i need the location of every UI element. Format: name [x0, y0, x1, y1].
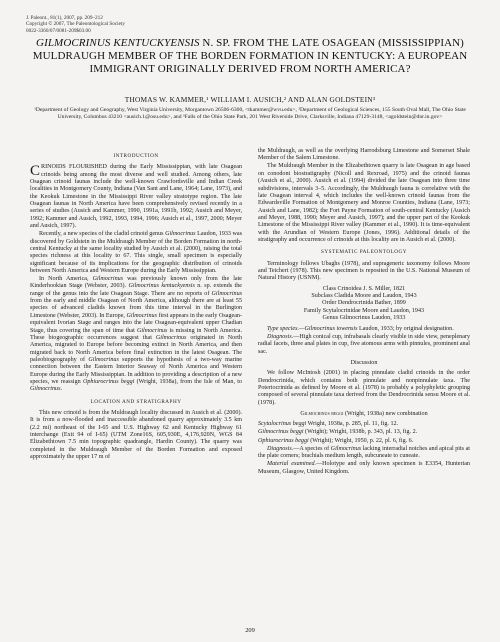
genus-name: Gilmocrinus [330, 445, 362, 452]
genus-name: Gilmocrinus kentuckyensis [128, 283, 195, 290]
genus-name: Gilmocrinus [30, 386, 61, 393]
genus-name: Gilmocrinus [136, 327, 168, 334]
genus-name: Gilmocrinus [126, 312, 157, 319]
label-diagnosis: Diagnosis. [267, 333, 294, 340]
synonym-citation: Wright, 1938a, p. 285, pl. 11, fig. 12. [306, 421, 399, 428]
paragraph-text: is missing in North America. These biogeographic occurrences suggest that [30, 327, 243, 341]
genus-name: Gilmocrinus [92, 276, 124, 283]
paragraph-text: supports the hypothesis of a two-way marine connection between the Eastern Interior Seaway of North America and Western Europe during the Early Mississippian. In addition to providing a description of a new species, we reassign [30, 356, 243, 385]
paragraph-text: originated in North America, migrated to Europe before becoming extinct in North America, and then migrated back to North America before final extinction in the latest Osagean. The paleobiogeography of [30, 334, 242, 363]
paragraph-text: (Wright, 1938a), from the Isle of Man, to [134, 378, 242, 385]
paragraph-text: Laudon, 1933; by original designation. [357, 325, 454, 332]
page-number: 209 [245, 627, 255, 634]
paragraph-diagnosis-species [258, 446, 470, 461]
paragraph-text: n. sp. extends the range of the genus into the late Osagean Stage. There are no reports of [30, 283, 242, 297]
section-heading-systematic: SYSTEMATIC PALEONTOLOGY [320, 249, 407, 256]
left-column [30, 148, 242, 462]
author-affiliations: ¹Department of Geology and Geography, West Virginia University, Morgantown 26506-6300, <tkammer@wvu.edu>, ²Department of Geological Sciences, 155 South Oval Mall, The Ohio State University, Columbus 43210 <ausich.1@osu.edu>, and ³Falls of the Ohio State Park, 201 West Riverside Drive, Clarksville, Indiana 47129-3148, <agoldstein@dnr.in.gov> [34, 107, 466, 120]
paragraph-intro-3 [30, 276, 242, 394]
paragraph-text: —High conical cup, infrabasals clearly visible in side view, peneplenary radial facets, three anal plates in cup, five atomous arms with pinnules, prominent anal sac. [258, 333, 470, 355]
paragraph-stratigraphy: The Muldraugh Member in the Elizabethtown quarry is late Osagean in age based on conodont biostratigraphy (Nicoll and Rexroad, 1975) and the crinoid faunas (Ausich et al., 2000). Ausich et al. (1994) divided the late Osagean into three time subdivisions, intervals 3–5. Accordingly, the Muldraugh fauna is correlative with the late Osagean interval 4, which includes the well-known crinoid faunas from the Edwardsville Formation of Montgomery and Monroe Counties, Indiana (Lane, 1973; Ausich and Lane, 1982); the Fort Payne Formation of south-central Kentucky (Ausich and Meyer, 1988, 1990; Meyer and Ausich, 1997); and the upper part of the Keokuk Limestone of the Mississippi River valley (Kammer et al., 1990). It is time-equivalent with the Arundian of Western Europe (Jones, 1996). Additional details of the stratigraphy and occurrence of crinoids at this locality are in Ausich et al. (2000). [258, 163, 470, 243]
paragraph-text: . [60, 386, 62, 393]
journal-issn: 0022-3360/07/0081-209$03.00 [26, 27, 91, 34]
paragraph-text: RINOIDS FLOURISHED during the Early Mississippian, with late Osagean crinoids being among the most diverse and well studied. Among others, late Osagean crinoid faunas include the well-known Crawfordsville and Indian Creek localities in Montgomery County, Indiana (Van Sant and Lane, 1964; Lane, 1973), and the Keokuk Limestone in the Mississippi River valley stratotype region. The late Osagean faunas in North America have been comprehensively revised recently in a series of studies (Ausich and Kammer, 1990, 1991a, 1991b, 1992; Ausich and Meyer, 1992; Kammer and Ausich, 1992, 1993, 1994, 1996; Ausich et al., 1997, 2000; Meyer and Ausich, 1997). [30, 164, 242, 230]
paragraph-text: was previously known only from the late Kinderhookian Stage (Webster, 2003). [30, 276, 243, 290]
genus-name: Gilmocrinus [155, 334, 187, 341]
taxonomy-hierarchy [258, 286, 470, 323]
drop-cap: C [30, 163, 41, 180]
paragraph-text: lacking interradial notches and apical pits at the plate corners; brachials medium length, subcuneate to cuneate. [258, 445, 470, 460]
combination-text: (Wright, 1938a) new combination [343, 410, 428, 417]
genus-name: Gilmocrinus [165, 231, 196, 238]
synonym-name: Scytalocrinus beggi [258, 421, 307, 428]
species-combination-heading [258, 411, 470, 418]
taxon-genus: Genus Gilmocrinus Laudon, 1933 [322, 315, 406, 322]
label-diagnosis: Diagnosis. [267, 445, 294, 452]
taxon-order: Order Dendrocrinida Bather, 1899 [322, 300, 406, 307]
paragraph-text: Laudon, 1933 was discovered by Goldstein in the Muldraugh Member of the Borden Formation in north-central Kentucky at the same locality studied by Ausich et al. (2000), raising the total species richness at this locality to 67. This single, small specimen is especially significant because of its implications for the geographic distribution of crinoids between North America and Western Europe during the Early Mississippian. [30, 231, 242, 274]
synonym-citation: (Wright); Wright, 1938b, p. 343, pl. 13, fig. 2. [303, 429, 418, 436]
journal-header [26, 15, 266, 34]
paragraph-text: first appears in the early Osagean-equivalent Ivorian Stage and ranges into the late Osagean-equivalent upper Chadian Stage, thus covering the span of time that [30, 312, 242, 334]
paragraph-text: —Holotype and only known specimen is E3354, Hunterian Museum, Glasgow, United Kingdom. [258, 461, 470, 475]
paragraph-discussion: We follow McIntosh (2001) in placing pinnulate cladid crinoids in the order Dendrocrinida, which contains both pinnulate and nonpinnulate taxa. The Poteriocrinida as defined by Moore et al. (1978) is probably a polyphyletic grouping composed of several pinnulate taxa derived from the Dendrocrinida sensu Moore et al. (1978). [258, 370, 470, 406]
title-species-name: GILMOCRINUS KENTUCKYENSIS [36, 37, 200, 49]
paragraph-type-species [258, 326, 470, 333]
paragraph-text: Recently, a new species of the cladid crinoid genus [39, 231, 166, 238]
species-name: Gilmocrinus beggi [300, 410, 344, 417]
synonymy-1 [258, 421, 470, 428]
paragraph-terminology: Terminology follows Ubaghs (1978), and suprageneric taxonomy follows Moore and Teichert (1978). This new specimen is reposited in the U.S. National Museum of Natural History (USNM). [258, 260, 470, 282]
paragraph-location: This new crinoid is from the Muldraugh locality discussed in Ausich et al. (2000). It is from a now-flooded and inaccessible abandoned quarry approximately 3.5 km (2.2 mi) northeast of the I-65 and U.S. Highway 62 and Kentucky Highway 61 interchange (Exit 94 of I-65) (UTM Zone16S, 605,930E, 4,176,920N, WGS 84 Elizabethtown 7.5 min topographic quadrangle, Hardin County). The quarry was completed in the Muldraugh Member of the Borden Formation and exposed approximately the upper 17 m of [30, 409, 242, 460]
paragraph-continued: the Muldraugh, as well as the overlying Harrodsburg Limestone and Somerset Shale Member of the Salem Limestone. [258, 148, 470, 162]
section-heading-location: LOCATION AND STRATIGRAPHY [90, 398, 182, 405]
journal-citation: J. Paleont., 81(1), 2007, pp. 209–212 [26, 15, 103, 21]
taxon-subclass: Subclass Cladida Moore and Laudon, 1943 [311, 293, 417, 300]
taxon-family: Family Scytalocrinidae Moore and Laudon, 1943 [303, 307, 425, 314]
synonymy-3 [258, 438, 470, 445]
paragraph-text: from the early and middle Osagean of North America, although there are at least 55 species of advanced cladids known from this time interval in the Burlington Limestone (Webster, 2003). In Europe, [30, 298, 242, 319]
subheading-discussion: Discussion [350, 359, 378, 366]
paragraph-intro-1 [30, 164, 242, 230]
genus-name: Gilmocrinus [88, 356, 119, 363]
journal-copyright: Copyright © 2007, The Paleontological Society [26, 21, 125, 28]
paragraph-text: —A species of [293, 445, 331, 452]
synonym-name: Gilmocrinus beggi [258, 429, 304, 436]
right-column [258, 148, 470, 477]
author-list: THOMAS W. KAMMER,¹ WILLIAM I. AUSICH,² AND ALAN GOLDSTEIN³ [124, 95, 376, 104]
paragraph-intro-2 [30, 231, 242, 275]
label-material: Material examined. [267, 461, 317, 468]
genus-name: Gilmocrinus [211, 290, 242, 297]
paragraph-text: In North America, [39, 276, 93, 283]
taxon-class: Class Crinoidea J. S. Miller, 1821 [322, 285, 406, 292]
article-title [22, 37, 478, 76]
section-heading-introduction: INTRODUCTION [113, 153, 159, 159]
genus-name: Ophiurocrinus beggi [82, 378, 135, 385]
type-species-name: —Gilmocrinus iowensis [299, 325, 358, 332]
synonym-citation: (Wright); Wright, 1950, p. 22, pl. 6, fig. 6. [308, 437, 414, 444]
synonym-name: Ophiurocrinus beggi [258, 437, 309, 444]
title-rest: N. SP. FROM THE LATE OSAGEAN (MISSISSIPPIAN) MULDRAUGH MEMBER OF THE BORDEN FORMATION IN KENTUCKY: A EUROPEAN IMMIGRANT ORIGINALLY DERIVED FROM NORTH AMERICA? [32, 37, 468, 75]
paragraph-material [258, 461, 470, 476]
paragraph-diagnosis-genus [258, 334, 470, 356]
label-type-species: Type species. [267, 325, 300, 332]
synonymy-2 [258, 429, 470, 436]
